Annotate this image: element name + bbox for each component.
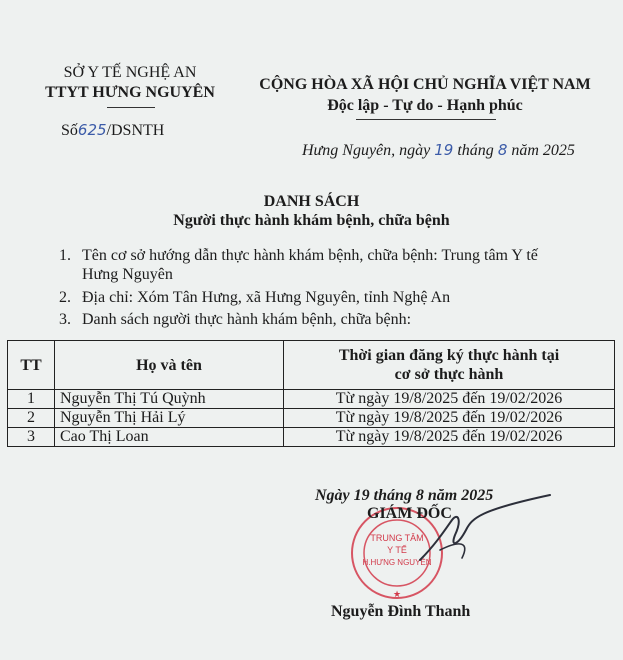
document-number	[61, 121, 164, 140]
row-name: Nguyễn Thị Hải Lý	[55, 409, 284, 428]
item-2-text: Địa chỉ: Xóm Tân Hưng, xã Hưng Nguyên, tỉnh Nghệ An	[82, 289, 451, 306]
item-2-number: 2.	[59, 289, 71, 306]
row-name: Cao Thị Loan	[55, 428, 284, 447]
motto-underline	[356, 119, 496, 120]
doc-no-suffix: /DSNTH	[106, 122, 165, 139]
item-1-text-cont: Hưng Nguyên	[82, 266, 173, 283]
department-name: SỞ Y TẾ NGHỆ AN	[63, 64, 197, 81]
practitioner-table	[7, 340, 615, 447]
table-row	[8, 428, 615, 447]
header-tt: TT	[8, 341, 55, 390]
signer-name: Nguyễn Đình Thanh	[331, 603, 471, 620]
table-header-row	[8, 341, 615, 390]
doc-no-handwritten: 625	[77, 121, 107, 139]
center-name: TTYT HƯNG NGUYÊN	[45, 84, 215, 101]
stamp-text-3: H.HƯNG NGUYÊN	[362, 558, 432, 567]
star-icon: ★	[392, 590, 402, 600]
header-time-line-1: Thời gian đăng ký thực hành tại	[338, 347, 560, 364]
stamp-text-1: TRUNG TÂM	[370, 533, 424, 543]
signature-role: GIÁM ĐỐC	[367, 505, 452, 522]
date-place: Hưng Nguyên, ngày	[302, 142, 431, 159]
row-tt: 3	[8, 428, 55, 447]
table-row	[8, 390, 615, 409]
header-time	[284, 341, 615, 390]
item-3-number: 3.	[59, 311, 71, 328]
row-time: Từ ngày 19/8/2025 đến 19/02/2026	[284, 409, 615, 428]
date-day: 19	[434, 141, 454, 159]
date-year: năm 2025	[511, 142, 575, 159]
date-month-label: tháng	[457, 142, 494, 159]
document-title: DANH SÁCH	[263, 193, 360, 210]
row-time: Từ ngày 19/8/2025 đến 19/02/2026	[284, 390, 615, 409]
handwritten-signature	[400, 490, 560, 580]
header-time-line-2: cơ sở thực hành	[394, 366, 504, 383]
center-underline	[107, 107, 155, 108]
header-name: Họ và tên	[55, 341, 284, 390]
stamp-text-2: Y TẾ	[387, 545, 407, 555]
table-row	[8, 409, 615, 428]
row-tt: 2	[8, 409, 55, 428]
row-tt: 1	[8, 390, 55, 409]
doc-no-prefix: Số	[61, 122, 78, 139]
country-title: CỘNG HÒA XÃ HỘI CHỦ NGHĨA VIỆT NAM	[259, 76, 591, 93]
item-1-number: 1.	[59, 247, 71, 264]
item-3-text: Danh sách người thực hành khám bệnh, chữa bệnh:	[82, 311, 412, 328]
motto: Độc lập - Tự do - Hạnh phúc	[327, 97, 523, 114]
row-name: Nguyễn Thị Tú Quỳnh	[55, 390, 284, 409]
document-date	[302, 141, 575, 160]
document-subtitle: Người thực hành khám bệnh, chữa bệnh	[173, 212, 450, 229]
item-1-text: Tên cơ sở hướng dẫn thực hành khám bệnh, chữa bệnh: Trung tâm Y tế	[82, 247, 538, 264]
row-time: Từ ngày 19/8/2025 đến 19/02/2026	[284, 428, 615, 447]
signature-date: Ngày 19 tháng 8 năm 2025	[315, 487, 494, 504]
date-month: 8	[497, 141, 508, 159]
